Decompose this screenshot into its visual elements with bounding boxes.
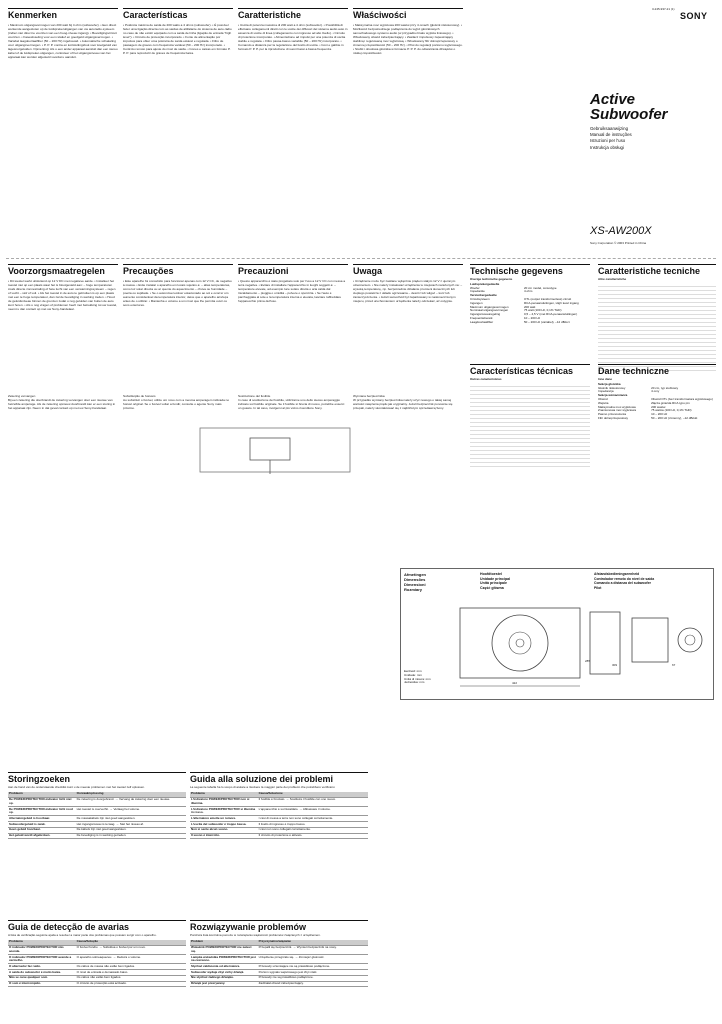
solution-cell: De zekering is doorgebrand. → Vervang de zekering door een nieuwe. [76, 797, 186, 806]
spec-body [598, 283, 716, 373]
table-row [8, 797, 186, 806]
unit-legend [404, 670, 431, 685]
model-number: XS-AW200X [590, 225, 652, 237]
unit-label: Comando a distanza del subwoofer [594, 581, 651, 586]
table-header: Problema [190, 792, 258, 797]
spec-value: 0,5 – 4,5 V (met RCA-penaansluitingen) [524, 312, 578, 317]
section-body: • Uscita di potenza massima di 200 watt a 4 ohm (subwoofer). • Possibilità di effettuare collegamenti diretti con le uscite dei diffusori del sistema audio auto in assenza di uscite di linea (collegamento con ingresso ad alto livello). • Circuito di protezione incorporato. • Alimentazione ad impulsi per una potenza di uscita stabile e regolata. • Filtro passa-basso variabile (50 – 200 Hz) incorporato. • Comando a distanza per la regolazione del livello di uscita. • Coni e gabbie in formato P. P. P. per la riproduzione di suoni bassi a bassa frequenza. [238, 23, 348, 51]
problem-cell: Il suono è interrotto. [190, 833, 258, 839]
section-heading: Uwaga [353, 264, 463, 277]
unit-legend-item: Jednostka: mm [404, 680, 425, 685]
problem-cell: O indicador POWER/PROTECTOR não acende. [8, 945, 76, 954]
spec-value: 20 cm model, conustype [524, 285, 557, 290]
table-row [190, 945, 368, 954]
table-row [190, 954, 368, 963]
spec-key: Filtr dolnoprzepustowy [598, 415, 629, 420]
trouble-table [8, 792, 186, 840]
spec-value: Obwód OTL (bez transformatora wyjściowego) [651, 396, 713, 401]
section-body: • Urządzenie może być zasilane wyłącznie prądem stałym 12 V z ujemnym uziemieniem. • Nie należy instalować urządzenia w miejscach narażonych na: – wysoką temperaturę, np. bezpośrednie działanie promieni słonecznych lub ciepłego powietrza z układu ogrzewania – deszcz lub wilgoć – kurz lub zanieczyszczenia. • Jeżeli samochód był zaparkowany w nasłonecznionym miejscu, przed uruchomieniem urządzenia należy odczekać, aż ostygnie. [353, 279, 463, 303]
spec-key: Impedancja [598, 389, 614, 394]
language-list [590, 126, 632, 151]
section-heading: Guia de detecção de avarias [8, 920, 186, 933]
section-heading: Características técnicas [470, 364, 590, 377]
spec-list [470, 283, 590, 325]
sub-body: W przypadku wymiany bezpiecznika należy użyć nowego o takiej samej wartości natężenia prądu jak oryginalny. Jeżeli bezpiecznik ponownie się przepali, należy skontaktować się z najbliższym sprzedawcą Sony. [353, 398, 453, 410]
sub-body: In caso di sostituzione del fusibile, utilizzarne uno dello stesso amperaggio indicato sul fusibile originale. Se il fusibile si brucia di nuovo, potrebbe esserci un guasto. In tal caso, rivolgersi al più vicino rivenditore Sony. [238, 398, 345, 410]
intro: Aan de hand van de onderstaande checklist kunt u de meeste problemen met het toestel zelf oplossen. [8, 785, 145, 789]
main-unit-labels [480, 572, 510, 590]
dim-remote-width: 67 [672, 663, 676, 667]
problem-cell: L'indicatore POWER/PROTECTOR non si illumina. [190, 797, 258, 806]
unit-legend-item: Eenheid: mm [404, 669, 422, 673]
product-title-line1: Active [590, 91, 636, 108]
spec-value: 75 watów (100 Hz, 0,1% THD) [651, 408, 692, 413]
solution-cell: O fusível fundiu. → Substitua o fusível por um novo. [76, 945, 186, 954]
part-number: 3-245-937-21 (1) [652, 7, 675, 11]
specs-nl [470, 264, 590, 325]
top-col-1 [123, 8, 233, 173]
unit-label: Pilot [594, 585, 602, 590]
trouble-table-grid [8, 792, 186, 840]
dim-depth: 309 [612, 663, 618, 667]
solution-cell: Il circuito di protezione è attivato. [258, 833, 368, 839]
problem-cell: Subwoofergeluid is zwak. [8, 822, 76, 828]
dim-height: 285 [585, 659, 591, 663]
problem-cell: Geen geluid hoorbaar. [8, 827, 76, 833]
spec-value: Złącza gniazda RCA typu pin [651, 400, 690, 405]
troubleshoot-pt [8, 920, 186, 987]
problem-cell: L'indicatore POWER/PROTECTOR si illumina in rosso. [190, 806, 258, 815]
sub-heading: Inne dane [598, 377, 613, 381]
section-body: • Dit toestel werkt uitsluitend op 12 V DC met negatieve aarde. • Installeer het toestel niet op een plaats waar het is blootgesteld aan: – hoge temperaturen zoals directe zonnestraling of hete lucht van een verwarmingssysteem – regen of vocht – stof of vuil. • Als het toestel in de auto te gebruiken is op een plaats met een te hoge temperatuur, dan zal de beveiliging in werking treden. • Houd de geluidsniveau binnen de grenzen zodat u nog geluiden van buiten de auto kunt horen. • Als u nog vragen of problemen heeft met betrekking tot uw toestel, neemt u dan contact op met uw Sony-handelaar. [8, 279, 118, 311]
section-body: • Maksymalna moc wyjściowa 200 watów przy 4 omach (głośnik niskotonowy). • Możliwość bezpośredniego podłączenia do wyjść głośnikowych samochodowego systemu audio (w przypadku braku wyjścia liniowego). • Wbudowany obwód zabezpieczający. • Zasilacz impulsowy zapewniający stabilną i regulowaną moc wyjściową. • Wbudowany filtr dolnoprzepustowy o zmiennej częstotliwości (50 – 200 Hz). • Pilot do regulacji poziomu wyjściowego. • Stożki i obudowa głośnika w formacie P. P. P. do odtwarzania dźwięków o niskiej częstotliwości. [353, 23, 463, 55]
table-row [8, 806, 186, 815]
problem-cell: O som é interrompido. [8, 981, 76, 987]
sub-heading: Altre caratteristiche [598, 277, 627, 281]
spec-key: Maksymalna moc wyjściowa [598, 404, 636, 409]
unit-label: Hoofdtoestel [480, 572, 502, 576]
solution-cell: Przewody uziemiające nie są prawidłowo podłączone. [258, 964, 368, 970]
solution-cell: O aparelho sobreaqueceu. → Reduza o volume. [76, 954, 186, 963]
section-heading: Características [123, 8, 233, 21]
product-title-line2: Subwoofer [590, 106, 668, 123]
section-heading: Voorzorgsmaatregelen [8, 264, 118, 277]
unit-label: Unità principale [480, 581, 507, 586]
dim-label: Dimensioni [404, 582, 426, 587]
unit-legend-item: Unidade: mm [404, 672, 422, 677]
trouble-table [190, 940, 368, 988]
spec-key: Znamionowa moc wyjściowa [598, 408, 637, 413]
table-row [190, 981, 368, 987]
solution-cell: I cavi di messa a terra non sono collegati correttamente. [258, 816, 368, 822]
solution-cell: Os cabos não estão bem ligados. [76, 975, 186, 981]
spec-key: Pasmo przenoszenia [598, 412, 627, 417]
table-header: Causa/Solução [76, 940, 186, 945]
solution-cell: I cavi non sono collegati correttamente. [258, 827, 368, 833]
unit-legend-item: Unità di misura: mm [404, 676, 431, 681]
section-body: • Potência máxima de saída de 200 watts a 4 ohms (subwoofer). • É possível fazer uma ligação directa com as saídas de altifalante do sistema de auto-rádio no caso de não existir equipado com a saída de linha (ligação de entrada "high level"). • Circuito de protecção incorporado. • Fonte de alimentação por impulsos para obter uma potência de saída estável e regulada. • Filtro de passagem de graves com frequência variável (50 – 200 Hz) incorporado. • Controlo remoto para ajuste do nível de saída. • Cones e caixas em formato P. P. P. para reproduzir de graves de frequência baixa. [123, 23, 232, 55]
section-body: • Maximum uitgangsvermogen van 200 watt bij 4 ohm (subwoofer). • Een direct werkende aangesloten op de luidsprekeruitgangen van uw autoradio-systeem (indien niet direct te voorzien van een hoog-niveau ingang). • Beveiligingscircuit voorzien. • Fasewisseling voor een relatief en goedgeld uitgangsvermogen. • Variabel laagdoorlaatfilter (50 – 200 Hz) ingebouwd. • Automatische schakeling voor uitgangsvermogen. • P. P. P. contra en kortsluitingsfout voor koelgeluid van lagesnorgeluiden. Opmerking: Als u een ander apparaat aansluit dan een stereo kabel of de luidspreker-uitgangen, controleer of het uitgangsniveau van het apparaat kan worden afgesteld voordat u aansluit. [8, 23, 118, 59]
problem-cell: Het geluid wordt afgebroken. [8, 833, 76, 839]
section-heading: Guida alla soluzione dei problemi [190, 772, 368, 785]
spec-key: Sekcja głośnika [598, 381, 621, 386]
problem-cell: A saída do subwoofer é muito baixa. [8, 970, 76, 976]
solution-cell: L'apparecchio è surriscaldato. → Abbassare il volume. [258, 806, 368, 815]
intro: La seguente tabella ha lo scopo di aiutare a risolvere la maggior parte dei problemi che potrebbero verificarsi. [190, 785, 336, 789]
spec-value: 10 – 200 Hz [651, 412, 668, 417]
spec-key: Maximum uitgangsvermogen [470, 304, 509, 309]
problem-cell: Lampka wskaźnika POWER/PROTECTOR jest na czerwono. [191, 954, 256, 963]
trouble-table [190, 792, 368, 840]
table-header: Oorzaak/oplossing [76, 792, 186, 797]
problem-cell: Não se ouve qualquer som. [8, 975, 76, 981]
section-heading: Precauções [123, 264, 233, 277]
problem-cell: De POWER/PROTECTOR-indicator licht rood op. [8, 806, 76, 815]
spec-key: Ingangen [470, 300, 483, 305]
unit-label: Afstandsbedieningseenheid [594, 572, 640, 576]
spec-value: 200 watów [651, 404, 666, 409]
spec-value: 4 omy [651, 389, 660, 394]
problem-cell: Alternatorgeluid is hoorbaar. [8, 816, 76, 822]
mid-col-3 [353, 264, 463, 458]
remote-labels [594, 572, 654, 590]
spec-row [470, 321, 590, 325]
section-heading: Technische gegevens [470, 264, 590, 277]
trouble-table-grid [190, 792, 368, 840]
solution-cell: Os cabos de massa não estão bem ligados. [76, 964, 186, 970]
intro: Poniższa lista kontrolna pomoże w rozwiązaniu większości problemów związanych z urządzeniem. [190, 933, 321, 937]
section-heading: Dane techniczne [598, 364, 716, 377]
solution-cell: Het toestel is oververhit. → Verlaag het volume. [76, 806, 186, 815]
solution-cell: De kabels zijn niet goed aangesloten. [76, 827, 186, 833]
spec-key: Wejścia [598, 400, 609, 405]
spec-key: Nominaal uitgangsvermogen [470, 308, 509, 313]
dim-label: Dimensões [404, 577, 426, 582]
solution-cell: O circuito de protecção está activado. [76, 981, 186, 987]
troubleshoot-nl [8, 772, 186, 839]
unit-label: Unidade principal [480, 576, 511, 581]
table-row [8, 945, 186, 954]
copyright: Sony Corporation © 2003 Printed in China [590, 241, 647, 245]
problem-cell: O alternador faz ruído. [8, 964, 76, 970]
sub-heading: Substituição de fusíveis [123, 394, 156, 398]
problem-cell: De POWER/PROTECTOR-indicator licht niet op. [8, 797, 76, 806]
section-heading: Caratteristiche [238, 8, 348, 21]
language-item: Istruzioni per l'uso [590, 138, 626, 144]
spec-value: 50 – 200 Hz (zmienny), –12 dB/okt [651, 415, 698, 420]
spec-key: Circuitsysteem [470, 296, 490, 301]
trouble-table-grid [190, 940, 368, 988]
spec-key: Frequentiebereik [470, 315, 493, 320]
mid-col-0 [8, 264, 118, 458]
dimension-drawing [400, 600, 712, 700]
spec-key: Versterkergedeelte [470, 293, 497, 298]
spec-value: 75 watt (100 Hz, 0,1% THD) [524, 308, 562, 313]
spec-key: Głośnik niskotonowy [598, 385, 626, 390]
troubleshoot-it [190, 772, 368, 839]
spec-key: Laagdoorlaatfilter [470, 319, 494, 324]
specs-it [598, 264, 716, 373]
unit-label: Część główna [480, 585, 504, 590]
solution-cell: O nível de entrada é demasiado baixo. [76, 970, 186, 976]
solution-cell: Het ingangsniveau is te laag. → Stel het niveau af. [76, 822, 186, 828]
solution-cell: Poziom sygnału wejściowego jest zbyt niski. [258, 970, 368, 976]
fuse-illustration [190, 418, 360, 480]
dim-width: 422 [512, 681, 518, 685]
intro: A lista de verificação seguinte ajuda a resolver a maior parte dos problemas que possam surgir com o aparelho. [8, 933, 157, 937]
spec-key: Ingangsniveauregeling [470, 312, 501, 317]
problem-cell: L'alternatore emette un rumore. [190, 816, 258, 822]
table-row [8, 954, 186, 963]
top-col-0 [8, 8, 118, 173]
spec-value: 50 – 200 Hz (variabel), –12 dB/oct [524, 319, 570, 324]
table-header: Problem [190, 940, 258, 945]
trouble-table [8, 940, 186, 988]
language-item: Instrukcja obsługi [590, 144, 624, 150]
top-col-3 [353, 8, 463, 173]
spec-list [598, 383, 716, 421]
spec-value: 10 – 200 Hz [524, 315, 541, 320]
section-heading: Właściwości [353, 8, 463, 21]
spec-key: Impedantie [470, 289, 485, 294]
solution-cell: Przewody nie są prawidłowo podłączone. [258, 975, 368, 981]
troubleshoot-pl [190, 920, 368, 987]
solution-cell: De beveiliging is in werking getreden. [76, 833, 186, 839]
sub-heading: Sostituzione del fusibile [238, 394, 271, 398]
spec-row [598, 417, 716, 421]
language-item: Manual de instruções [590, 132, 632, 138]
problem-cell: O indicador POWER/PROTECTOR acende a vermelho. [8, 954, 76, 963]
table-row [8, 981, 186, 987]
specs-pl [598, 364, 716, 421]
section-heading: Storingzoeken [8, 772, 186, 785]
problem-cell: L'uscita del subwoofer è troppo bassa. [190, 822, 258, 828]
dim-label: Afmetingen [404, 572, 426, 577]
spec-key: Luidsprekergedeelte [470, 281, 500, 286]
table-header: Problema [8, 940, 76, 945]
table-row [190, 806, 368, 815]
brand-logo: SONY [680, 11, 708, 21]
top-col-2 [238, 8, 348, 173]
unit-label: Controlador remoto do nível de saída [594, 576, 655, 581]
spec-key: Sekcja wzmacniacza [598, 393, 628, 398]
trouble-table-grid [8, 940, 186, 988]
spec-value: RCA-penaansluitingen, High level ingang [524, 300, 579, 305]
spec-value: 200 watt [524, 304, 536, 309]
solution-cell: Il fusibile è bruciato. → Sostituire il fusibile con uno nuovo. [258, 797, 368, 806]
section-body: • Questo apparecchio è stato progettato solo per l'uso a 12 V CC con messa a terra negativa. • Evitare di installare l'apparecchio in luoghi soggetti a: – temperature elevate, ad esempio luce solare diretta o aria calda dal riscaldamento – pioggia o umidità – polvere o sporcizia. • Se l'auto è parcheggiata al sole e la temperatura interna è elevata, lasciare raffreddare l'apparecchio prima dell'uso. [238, 279, 346, 303]
problem-cell: Wskaźnik POWER/PROTECTOR nie świeci się. [190, 945, 258, 954]
section-heading: Kenmerken [8, 8, 118, 21]
problem-cell: Subwoofer wydaje zbyt cichy dźwięk. [190, 970, 258, 976]
sub-heading: Overige technische gegevens [470, 277, 513, 281]
section-heading: Caratteristiche tecniche [598, 264, 716, 277]
specs-pt [470, 364, 590, 468]
language-item: Gebruiksaanwijzing [590, 126, 629, 131]
sub-body: Bij een zekering die doorbrandt de zekering vervangen door een nieuwe van hetzelfde amperage. Als de zekering opnieuw doorbrandt kan er een storing in het apparaat zijn. Neem in dat geval contact op met uw Sony-handelaar. [8, 398, 116, 410]
spec-key: Woofer [470, 285, 480, 290]
sub-heading: Zekering vervangen [8, 394, 36, 398]
table-row [190, 797, 368, 806]
spec-value: OTL (output transformerless) circuit [524, 296, 572, 301]
solution-cell: Przepalił się bezpiecznik. → Wymień bezpiecznik na nowy. [258, 945, 368, 954]
problem-cell: Non si sente alcun suono. [190, 827, 258, 833]
table-row [190, 833, 368, 839]
table-header: Probleem [8, 792, 76, 797]
divider [6, 258, 716, 259]
problem-cell: Dźwięk jest przerywany. [190, 981, 258, 987]
spec-body [470, 383, 590, 468]
section-heading: Rozwiązywanie problemów [190, 920, 368, 933]
solution-cell: Il livello di ingresso è troppo basso. [258, 822, 368, 828]
dimensions-labels [404, 572, 426, 592]
sub-heading: Outras características [470, 377, 502, 381]
table-header: Przyczyna/rozwiązanie [258, 940, 368, 945]
dim-label: Rozmiary [404, 587, 423, 592]
sub-heading: Wymiana bezpiecznika [353, 394, 385, 398]
problem-cell: Nie słychać żadnego dźwięku. [190, 975, 258, 981]
solution-cell: Zadziałał obwód zabezpieczający. [258, 981, 368, 987]
problem-cell: Słychać zakłócenia od alternatora. [190, 964, 258, 970]
solution-cell: De massakabels zijn niet goed aangesloten. [76, 816, 186, 822]
solution-cell: Urządzenie przegrzało się. → Zmniejsz głośność. [258, 954, 368, 963]
spec-key: Obwód [598, 396, 608, 401]
spec-value: 20 cm, typ stożkowy [651, 385, 679, 390]
top-band [0, 0, 722, 258]
table-row [8, 833, 186, 839]
table-header: Causa/Soluzione [258, 792, 368, 797]
section-body: • Este aparelho foi concebido para funcionar apenas com 12 V CC, de negativo à massa. • Evite instalar o aparelho em locais sujeitos a: – altas temperaturas, como luz solar directa ou ar quente do aquecimento – chuva ou humidade – poeira ou sujidade. • Se o automóvel estiver estacionado ao sol e ocorrer um aumento considerável da temperatura interior, deixe que o aparelho arrefeça antes de o utilizar. • Mantenha o volume a um nível que lhe permita ouvir os sons exteriores. [123, 279, 232, 307]
section-heading: Precauzioni [238, 264, 348, 277]
sub-body: Ao substituir o fusível, utilize um novo com a mesma amperagem indicada no fusível original. Se o fusível voltar a fundir, consulte o agente Sony mais próximo. [123, 398, 230, 410]
spec-value: 4 ohm [524, 289, 533, 294]
